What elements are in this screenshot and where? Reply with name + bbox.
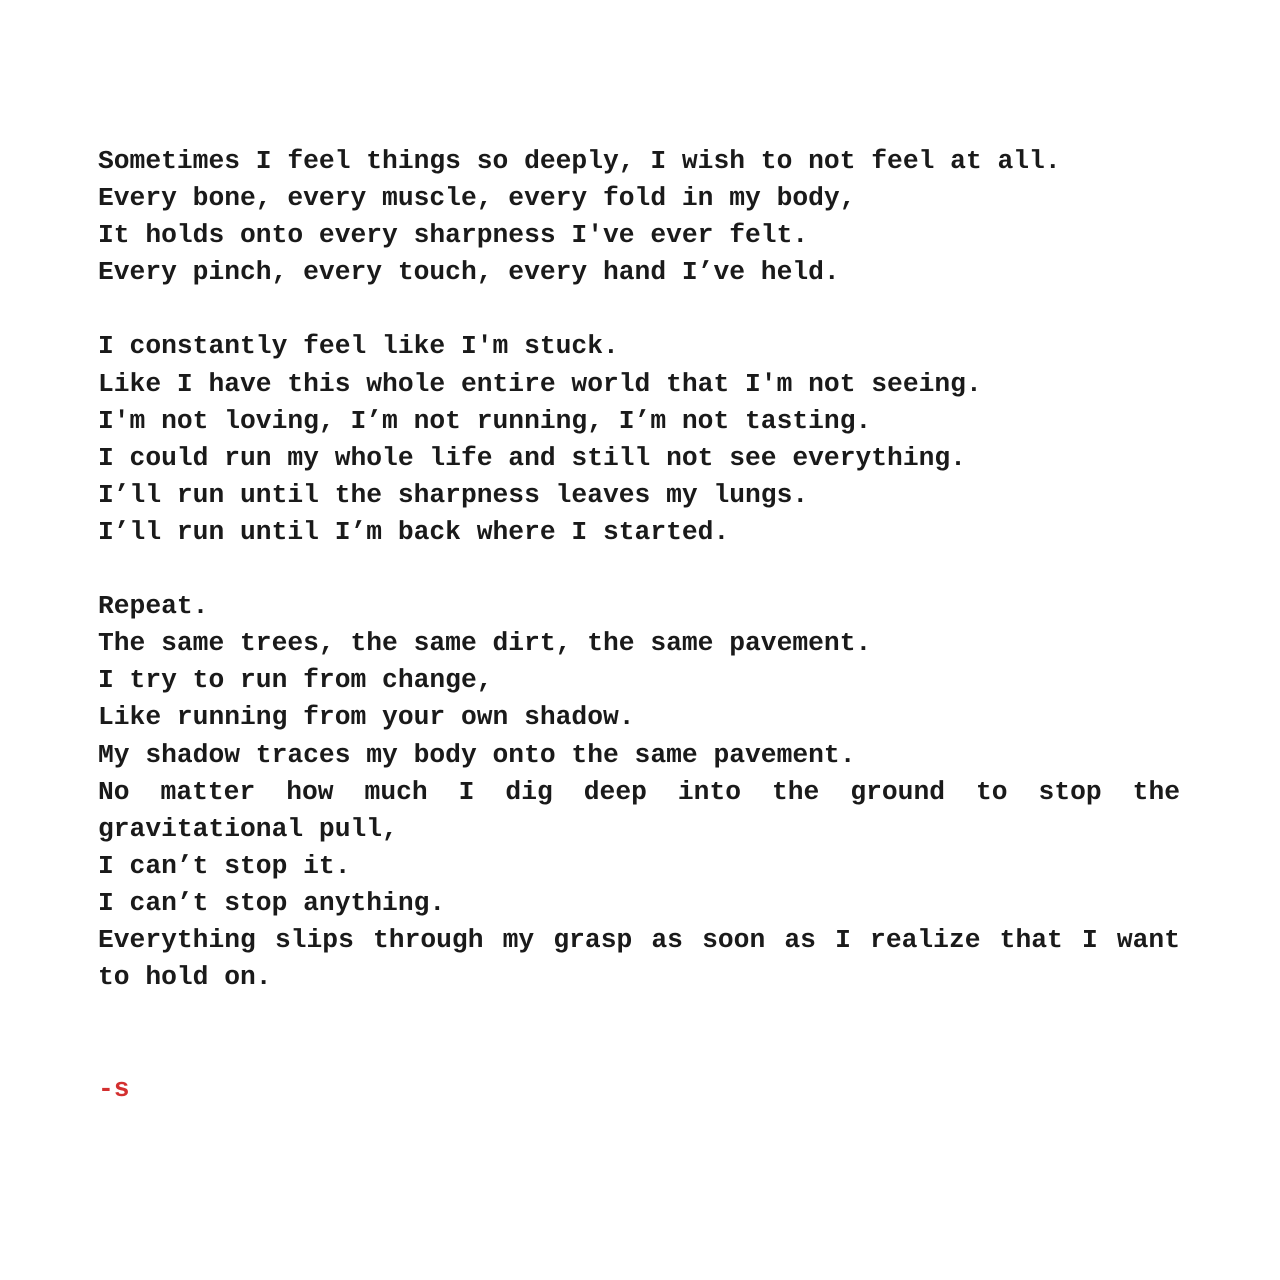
poem-line: I’ll run until the sharpness leaves my lungs. — [98, 479, 809, 510]
poem-line: Sometimes I feel things so deeply, I wish to not feel at all. — [98, 146, 1061, 176]
poem-line: Repeat. — [98, 591, 209, 622]
poem-line: Everything slips through my grasp as soon as I realize that I want — [98, 924, 1180, 955]
poem-line: Every bone, every muscle, every fold in my body, — [98, 183, 856, 214]
poem-line: I can’t stop it. — [98, 850, 351, 881]
stanza-break — [98, 291, 1180, 328]
poem-line: I can’t stop anything. — [98, 887, 446, 918]
poem-line: I could run my whole life and still not see everything. — [98, 442, 966, 473]
poem-line: I try to run from change, — [98, 665, 493, 696]
poem-line: gravitational pull, — [98, 813, 398, 844]
signature: -s — [98, 1074, 130, 1104]
stanza-break — [98, 551, 1180, 588]
poem-line: Like I have this whole entire world that I'm not seeing. — [98, 368, 982, 399]
poem-line: The same trees, the same dirt, the same pavement. — [98, 628, 872, 659]
poem-line: I constantly feel like I'm stuck. — [98, 331, 619, 362]
poem-line: It holds onto every sharpness I've ever felt. — [98, 220, 809, 251]
poem-line: Like running from your own shadow. — [98, 702, 635, 733]
poem-line: to hold on. — [98, 962, 272, 993]
poem-line: I'm not loving, I’m not running, I’m not tasting. — [98, 405, 872, 436]
poem-line: I’ll run until I’m back where I started. — [98, 516, 730, 547]
poem-line: No matter how much I dig deep into the ground to stop the — [98, 776, 1180, 807]
poem-text — [98, 143, 1180, 996]
poem-line: My shadow traces my body onto the same pavement. — [98, 739, 856, 770]
poem-line: Every pinch, every touch, every hand I’ve held. — [98, 257, 840, 288]
